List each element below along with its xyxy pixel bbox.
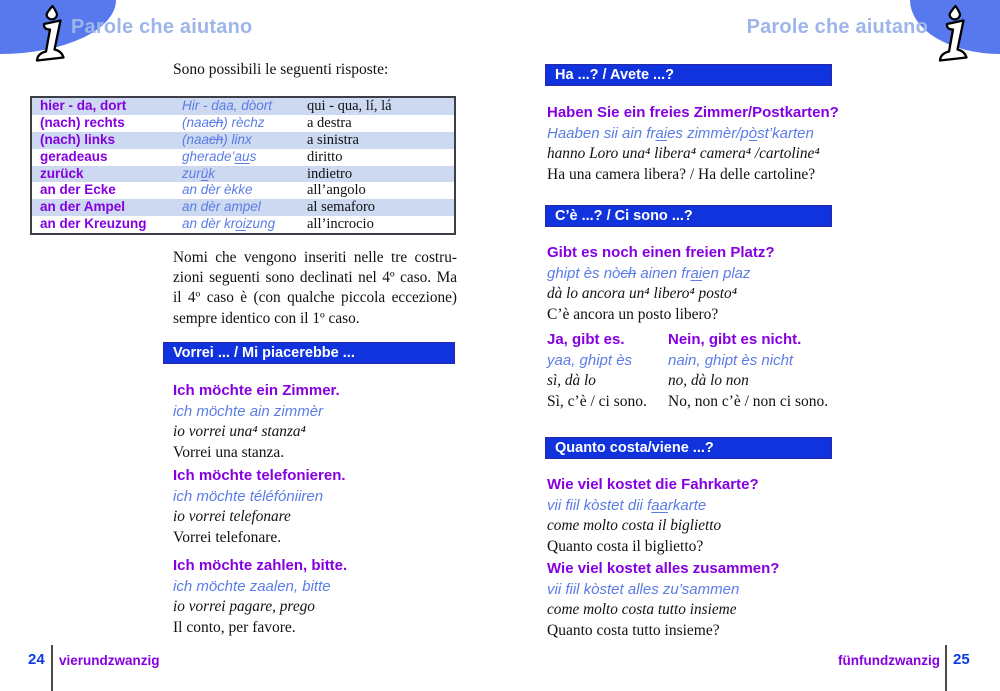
pronunciation: an dèr ampel — [182, 199, 261, 215]
phrase-block-yes — [547, 330, 647, 412]
german-sentence: Ich möchte ein Zimmer. — [173, 382, 340, 399]
italian-sentence: Quanto costa il biglietto? — [547, 537, 704, 555]
italian-sentence: Vorrei una stanza. — [173, 443, 285, 461]
pronunciation: Haaben sii ain fraies zimmèr/pòst’karten — [547, 124, 814, 142]
german-sentence: Wie viel kostet die Fahrkarte? — [547, 476, 759, 493]
footer-divider — [945, 645, 947, 691]
literal-translation: io vorrei pagare, prego — [173, 598, 315, 615]
footer-divider — [51, 645, 53, 691]
section-header-quanto: Quanto costa/viene ...? — [545, 437, 832, 459]
pronunciation: gherade’aus — [182, 148, 257, 164]
german-term: an der Kreuzung — [40, 216, 147, 232]
phrase-block — [173, 466, 346, 548]
pronunciation: (naach) rèchz — [182, 114, 265, 130]
german-term: (nach) links — [40, 131, 116, 147]
pronunciation: nain, ghipt ès nicht — [668, 351, 794, 369]
literal-translation: io vorrei una⁴ stanza⁴ — [173, 423, 306, 440]
italian-translation: all’incrocio — [307, 216, 374, 233]
grammar-note — [173, 248, 457, 329]
grammar-note-line: Nomi che vengono inseriti nelle tre costru- — [173, 249, 457, 266]
german-sentence: Haben Sie ein freies Zimmer/Postkarten? — [547, 104, 839, 121]
phrase-block — [173, 556, 347, 638]
italian-translation: diritto — [307, 148, 343, 165]
table-row — [32, 149, 454, 166]
table-row — [32, 199, 454, 216]
italian-sentence: Il conto, per favore. — [173, 618, 296, 636]
phrase-block-no — [668, 330, 828, 412]
table-row — [32, 132, 454, 149]
pronunciation: zurük — [182, 165, 216, 181]
page-number-word-right: fünfundzwanzig — [838, 653, 940, 668]
italian-translation: qui - qua, lí, lá — [307, 98, 392, 114]
section-header-ha: Ha ...? / Avete ...? — [545, 64, 832, 86]
italian-sentence: Vorrei telefonare. — [173, 528, 282, 546]
literal-translation: hanno Loro una⁴ libera⁴ camera⁴ /cartoline⁴ — [547, 145, 820, 162]
page-number-word-left: vierundzwanzig — [59, 653, 160, 668]
intro-text: Sono possibili le seguenti risposte: — [173, 61, 389, 78]
german-sentence: Wie viel kostet alles zusammen? — [547, 560, 780, 577]
phrase-block — [547, 559, 779, 641]
italian-sentence: Quanto costa tutto insieme? — [547, 621, 720, 639]
italian-translation: a sinistra — [307, 131, 359, 148]
italian-sentence: C’è ancora un posto libero? — [547, 305, 719, 323]
grammar-note-line: zioni seguenti sono declinati nel 4º caso. Ma — [173, 269, 457, 287]
pronunciation: ich möchte zaalen, bitte — [173, 577, 331, 595]
pronunciation: an dèr kroizung — [182, 216, 276, 232]
pronunciation: yaa, ghipt ès — [547, 351, 633, 369]
table-row — [32, 166, 454, 183]
german-sentence: Ich möchte telefonieren. — [173, 467, 346, 484]
italian-sentence: Ha una camera libera? / Ha delle cartoline? — [547, 165, 816, 183]
phrase-block — [547, 103, 839, 185]
vocabulary-table — [30, 96, 456, 235]
italian-translation: a destra — [307, 114, 352, 131]
pronunciation: ich möchte ain zimmèr — [173, 402, 324, 420]
german-sentence: Nein, gibt es nicht. — [668, 331, 802, 348]
italian-translation: indietro — [307, 165, 353, 182]
german-term: (nach) rechts — [40, 114, 125, 130]
pronunciation: ich möchte téléfóniiren — [173, 487, 324, 505]
italian-translation: all’angolo — [307, 182, 366, 199]
pronunciation: an dèr èkke — [182, 182, 253, 198]
pronunciation: vii fiil kòstet dii faarkarte — [547, 496, 707, 514]
grammar-note-line: il 4º caso è (con qualche piccola eccezione) — [173, 289, 457, 307]
literal-translation: come molto costa tutto insieme — [547, 601, 737, 618]
pronunciation: ghipt ès nòch ainen fraien plaz — [547, 264, 751, 282]
german-sentence: Ich möchte zahlen, bitte. — [173, 557, 348, 574]
german-sentence: Gibt es noch einen freien Platz? — [547, 244, 775, 261]
literal-translation: dà lo ancora un⁴ libero⁴ posto⁴ — [547, 285, 738, 302]
section-header-ce: C’è ...? / Ci sono ...? — [545, 205, 832, 227]
literal-translation: come molto costa il biglietto — [547, 517, 722, 534]
info-icon — [29, 3, 77, 67]
literal-translation: io vorrei telefonare — [173, 508, 291, 525]
grammar-note-line: sempre identico con il 1º caso. — [173, 309, 360, 327]
phrase-block — [173, 381, 340, 463]
running-title-left: Parole che aiutano — [71, 16, 253, 38]
italian-sentence: Sì, c’è / ci sono. — [547, 392, 647, 410]
pronunciation: Hir - daa, dòort — [182, 98, 273, 113]
info-icon — [932, 3, 980, 67]
pronunciation: (naach) linx — [182, 131, 252, 147]
table-row — [32, 216, 454, 233]
table-row — [32, 98, 454, 115]
literal-translation: no, dà lo non — [668, 372, 749, 389]
german-term: an der Ampel — [40, 199, 126, 215]
italian-sentence: No, non c’è / non ci sono. — [668, 392, 829, 410]
german-sentence: Ja, gibt es. — [547, 331, 625, 348]
page-number-left: 24 — [28, 651, 45, 668]
phrase-block — [547, 243, 775, 325]
german-term: an der Ecke — [40, 182, 116, 198]
german-term: hier - da, dort — [40, 98, 127, 113]
pronunciation: vii fiil kòstet alles zu’sammen — [547, 580, 740, 598]
running-title-right: Parole che aiutano — [746, 16, 928, 38]
table-row — [32, 115, 454, 132]
literal-translation: sì, dà lo — [547, 372, 596, 389]
german-term: zurück — [40, 165, 84, 181]
italian-translation: al semaforo — [307, 199, 376, 216]
german-term: geradeaus — [40, 148, 108, 164]
phrase-block — [547, 475, 759, 557]
page-number-right: 25 — [953, 651, 970, 668]
table-row — [32, 182, 454, 199]
section-header-vorrei: Vorrei ... / Mi piacerebbe ... — [163, 342, 455, 364]
